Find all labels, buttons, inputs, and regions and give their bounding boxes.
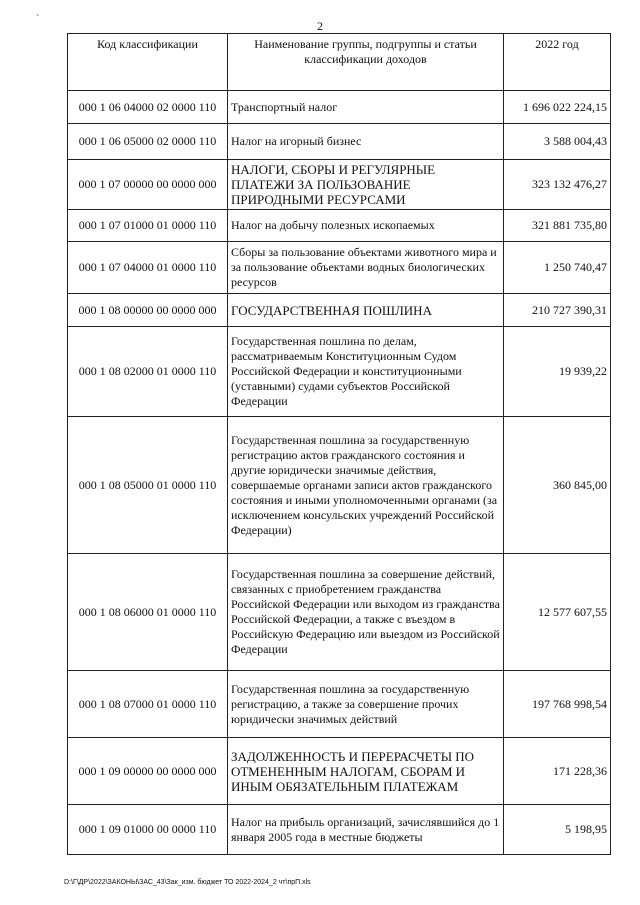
table-row	[68, 160, 611, 210]
table-row	[68, 327, 611, 417]
table-row	[68, 242, 611, 294]
row-amount: 197 768 998,54	[504, 671, 611, 738]
header-name: Наименование группы, подгруппы и статьи классификации доходов	[228, 34, 504, 91]
row-name: Налог на прибыль организаций, зачислявшийся до 1 января 2005 года в местные бюджеты	[228, 805, 504, 855]
row-name: Сборы за пользование объектами животного мира и за пользование объектами водных биологических ресурсов	[228, 242, 504, 294]
revenue-table	[67, 33, 611, 855]
row-amount: 5 198,95	[504, 805, 611, 855]
table-row	[68, 554, 611, 671]
row-code: 000 1 07 00000 00 0000 000	[68, 160, 228, 210]
row-amount: 19 939,22	[504, 327, 611, 417]
row-code: 000 1 06 04000 02 0000 110	[68, 91, 228, 124]
table-row	[68, 805, 611, 855]
row-name: Налог на игорный бизнес	[228, 124, 504, 160]
row-name: Государственная пошлина за государственную регистрацию актов гражданского состояния и другие юридически значимые действия, совершаемые органами записи актов гражданского состояния и иными уполномоченными органами (за исключением консульских учреждений Российской Федерации)	[228, 417, 504, 554]
row-code: 000 1 09 01000 00 0000 110	[68, 805, 228, 855]
row-amount: 1 696 022 224,15	[504, 91, 611, 124]
scan-mark: `	[36, 14, 40, 25]
row-code: 000 1 08 05000 01 0000 110	[68, 417, 228, 554]
row-name: Государственная пошлина за государственную регистрацию, а также за совершение прочих юридически значимых действий	[228, 671, 504, 738]
row-name: Транспортный налог	[228, 91, 504, 124]
row-code: 000 1 07 01000 01 0000 110	[68, 210, 228, 242]
row-code: 000 1 08 06000 01 0000 110	[68, 554, 228, 671]
row-amount: 360 845,00	[504, 417, 611, 554]
table-row	[68, 294, 611, 327]
row-amount: 323 132 476,27	[504, 160, 611, 210]
table-header-row	[68, 34, 611, 91]
table-row	[68, 671, 611, 738]
file-path-footer: D:\Г\ДР\2022\ЗАКОНЫ\ЗАС_43\Зак_изм. бюджет ТО 2022-2024_2 чт\прП.xls	[64, 879, 311, 886]
header-code: Код классификации	[68, 34, 228, 91]
table-row	[68, 91, 611, 124]
table-row	[68, 417, 611, 554]
row-amount: 171 228,36	[504, 738, 611, 805]
row-code: 000 1 08 07000 01 0000 110	[68, 671, 228, 738]
row-name: НАЛОГИ, СБОРЫ И РЕГУЛЯРНЫЕ ПЛАТЕЖИ ЗА ПОЛЬЗОВАНИЕ ПРИРОДНЫМИ РЕСУРСАМИ	[228, 160, 504, 210]
row-name: Государственная пошлина по делам, рассматриваемым Конституционным Судом Российской Федерации и конституционными (уставными) судами субъектов Российской Федерации	[228, 327, 504, 417]
row-code: 000 1 08 00000 00 0000 000	[68, 294, 228, 327]
row-amount: 210 727 390,31	[504, 294, 611, 327]
row-amount: 321 881 735,80	[504, 210, 611, 242]
row-amount: 3 588 004,43	[504, 124, 611, 160]
row-code: 000 1 07 04000 01 0000 110	[68, 242, 228, 294]
row-code: 000 1 09 00000 00 0000 000	[68, 738, 228, 805]
header-year: 2022 год	[504, 34, 611, 91]
table-row	[68, 210, 611, 242]
table-row	[68, 124, 611, 160]
row-name: Налог на добычу полезных ископаемых	[228, 210, 504, 242]
table-row	[68, 738, 611, 805]
page-number: 2	[317, 19, 323, 33]
row-code: 000 1 06 05000 02 0000 110	[68, 124, 228, 160]
row-amount: 1 250 740,47	[504, 242, 611, 294]
row-name: ЗАДОЛЖЕННОСТЬ И ПЕРЕРАСЧЕТЫ ПО ОТМЕНЕННЫМ НАЛОГАМ, СБОРАМ И ИНЫМ ОБЯЗАТЕЛЬНЫМ ПЛАТЕЖАМ	[228, 738, 504, 805]
row-amount: 12 577 607,55	[504, 554, 611, 671]
row-code: 000 1 08 02000 01 0000 110	[68, 327, 228, 417]
row-name: Государственная пошлина за совершение действий, связанных с приобретением гражданства Российской Федерации или выходом из гражданства Российской Федерации, а также с въездом в Российскую Федерацию или выездом из Российской Федерации	[228, 554, 504, 671]
row-name: ГОСУДАРСТВЕННАЯ ПОШЛИНА	[228, 294, 504, 327]
